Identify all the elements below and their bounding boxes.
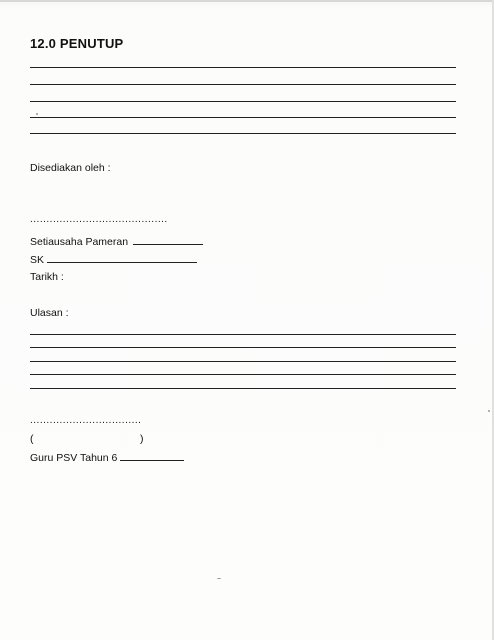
review-line-5: [30, 388, 456, 389]
date-label: Tarikh :: [30, 271, 64, 283]
review-line-2: [30, 347, 456, 348]
sk-blank: [47, 253, 197, 263]
scan-edge-top: [0, 0, 494, 2]
review-line-3: [30, 361, 456, 362]
prepared-by-label: Disediakan oleh :: [30, 162, 111, 174]
prepared-signature-dots: ..........................................: [30, 214, 168, 225]
sk-row: [30, 253, 197, 266]
sk-label: SK: [30, 254, 45, 266]
review-line-1: [30, 334, 456, 335]
scan-speck: [217, 578, 221, 579]
teacher-paren-close: ): [140, 433, 144, 445]
penutup-line-2: [30, 84, 456, 85]
secretary-blank: [133, 235, 203, 245]
scan-speck: [488, 410, 490, 412]
secretary-label: Setiausaha Pameran: [30, 236, 129, 248]
secretary-row: [30, 235, 203, 248]
penutup-line-4: [30, 117, 456, 118]
teacher-role-label: Guru PSV Tahun 6: [30, 452, 118, 464]
review-label: Ulasan :: [30, 307, 69, 319]
penutup-line-5: [30, 133, 456, 134]
penutup-line-3: [30, 101, 456, 102]
teacher-row: [30, 451, 184, 464]
review-line-4: [30, 374, 456, 375]
teacher-blank: [120, 451, 184, 461]
scan-speck: [36, 113, 38, 115]
teacher-signature-dots: ..................................: [30, 415, 142, 426]
penutup-line-1: [30, 67, 456, 68]
section-title: 12.0 PENUTUP: [30, 36, 124, 51]
teacher-paren-open: (: [30, 433, 34, 445]
